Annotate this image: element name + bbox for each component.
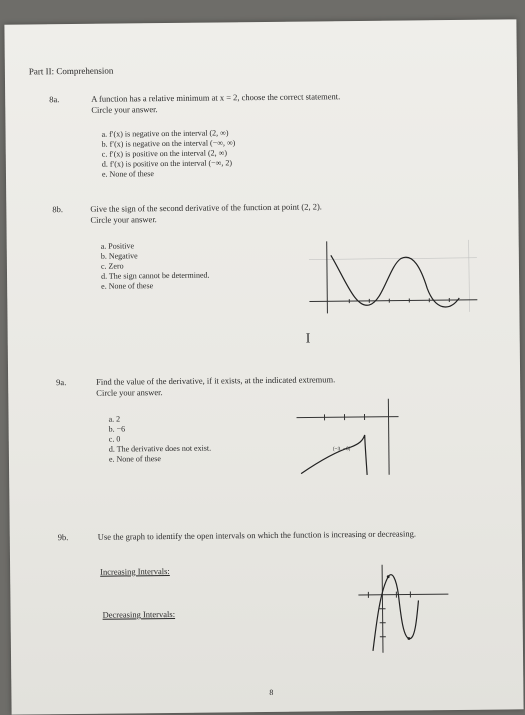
q8b-choice-e[interactable]: e. None of these (101, 281, 153, 291)
q8b-choice-a[interactable]: a. Positive (101, 241, 134, 250)
question-8a-instruction: Circle your answer. (91, 104, 157, 115)
q9a-choice-c[interactable]: c. 0 (109, 435, 121, 444)
question-9a-instruction: Circle your answer. (96, 387, 162, 398)
q9a-x-axis (297, 417, 399, 418)
q8a-choice-e[interactable]: e. None of these (102, 169, 154, 179)
q8a-choice-d[interactable]: d. f′(x) is positive on the interval (−∞, 2) (102, 158, 232, 168)
q9b-graph (356, 560, 453, 657)
q8a-choice-c[interactable]: c. f′(x) is positive on the interval (2, ∞) (102, 148, 227, 158)
q8b-choice-b[interactable]: b. Negative (101, 251, 138, 260)
q9a-choice-a[interactable]: a. 2 (108, 415, 120, 424)
question-9b-prompt: Use the graph to identify the open intervals on which the function is increasing or decreasing. (98, 528, 416, 541)
question-9b-number: 9b. (58, 532, 69, 542)
q9a-choice-b[interactable]: b. −6 (109, 424, 126, 433)
question-9a-number: 9a. (56, 377, 66, 387)
q8a-choice-b[interactable]: b. f′(x) is negative on the interval (−∞, ∞) (102, 138, 236, 148)
question-8b-prompt: Give the sign of the second derivative of the function at point (2, 2). (90, 201, 322, 213)
q8b-graph (309, 238, 480, 316)
q9a-curve (301, 435, 367, 476)
q9a-choice-d[interactable]: d. The derivative does not exist. (109, 444, 211, 454)
question-8a-prompt: A function has a relative minimum at x = 2, choose the correct statement. (91, 91, 340, 104)
worksheet-page (4, 19, 523, 714)
q8b-choice-d[interactable]: d. The sign cannot be determined. (101, 271, 210, 281)
q8a-choice-a[interactable]: a. f′(x) is negative on the interval (2, ∞) (102, 128, 229, 138)
q8b-y-axis (327, 241, 328, 313)
question-8a-number: 8a. (49, 94, 59, 104)
q8b-x-axis (309, 300, 477, 302)
q8b-grid-lines (309, 240, 478, 314)
q9b-x-axis (358, 594, 448, 595)
increasing-intervals-label: Increasing Intervals: (100, 566, 170, 577)
part-title: Part II: Comprehension (29, 66, 114, 77)
q9a-point-label: (−3, −6) (333, 446, 351, 452)
question-9a-prompt: Find the value of the derivative, if it exists, at the indicated extremum. (96, 374, 335, 387)
q9a-graph (294, 397, 405, 478)
q8b-choice-c[interactable]: c. Zero (101, 261, 124, 270)
q9b-curve (372, 574, 419, 650)
q9a-y-axis (388, 399, 389, 475)
page-number: 8 (269, 688, 273, 697)
text-cursor-icon: I (306, 332, 311, 348)
q9a-choice-e[interactable]: e. None of these (109, 454, 161, 464)
question-8b-instruction: Circle your answer. (90, 214, 156, 225)
question-8b-number: 8b. (52, 204, 63, 214)
decreasing-intervals-label: Decreasing Intervals: (103, 609, 176, 620)
